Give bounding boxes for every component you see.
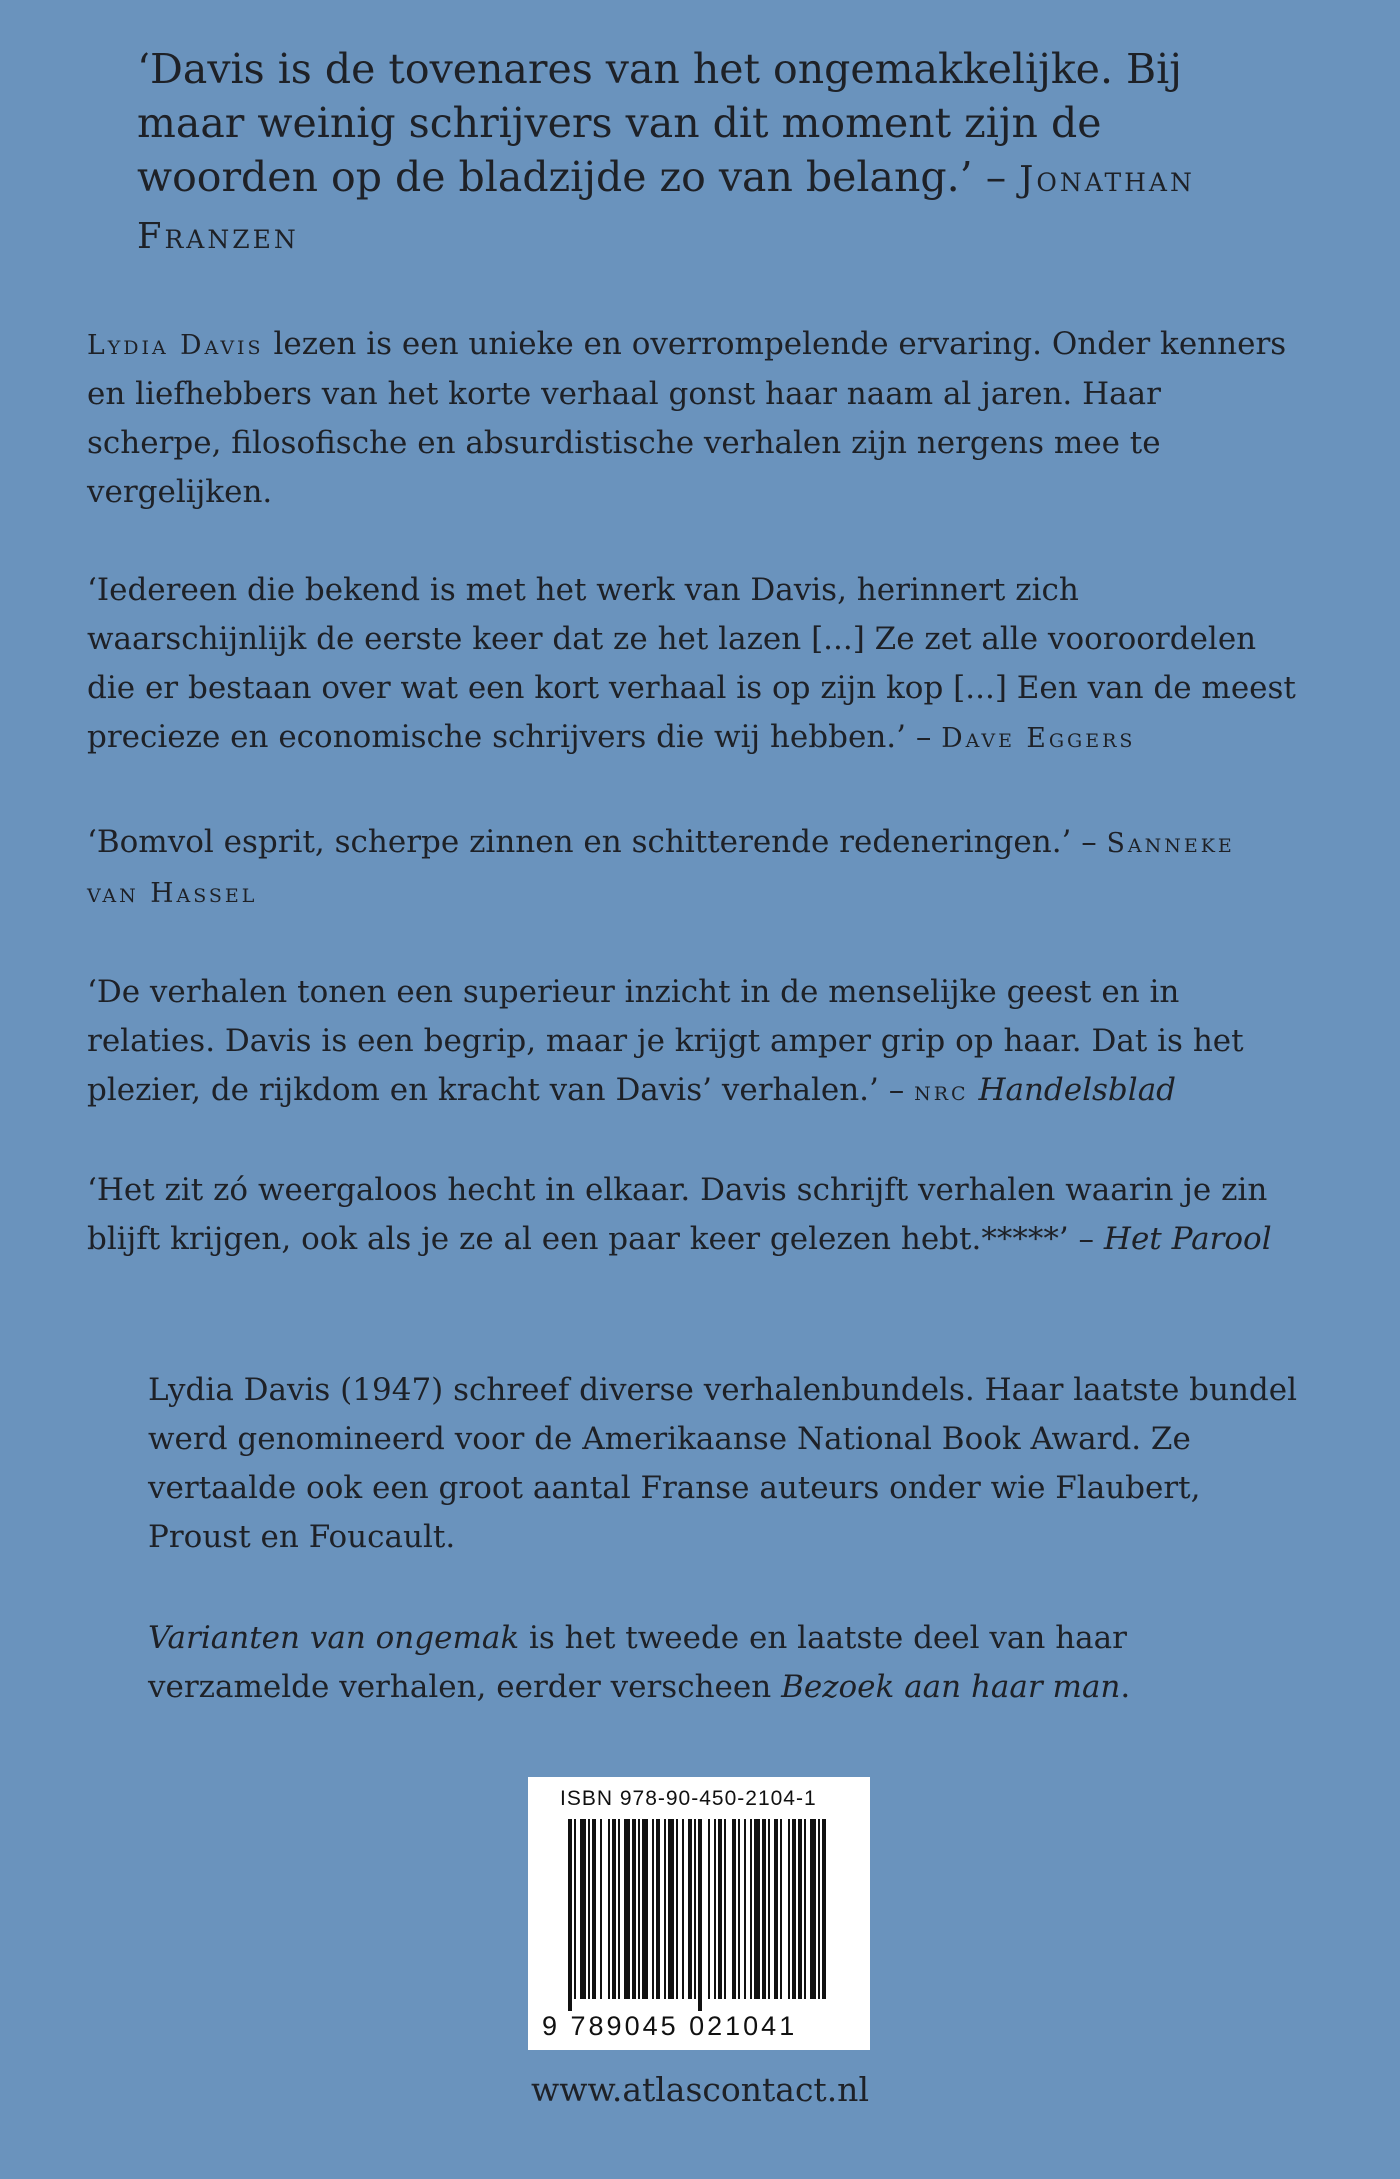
barcode-bar — [652, 1819, 654, 1999]
author-bio-text: Lydia Davis (1947) schreef diverse verhalenbundels. Haar laatste bundel werd genomineerd voor de Amerikaanse National Book Award. Ze vertaalde ook een groot aantal Franse auteurs onder wie Flaubert, Proust en Foucault. — [148, 1372, 1298, 1555]
barcode-bar — [792, 1819, 796, 1999]
nrc-quote — [87, 968, 1297, 1116]
barcode-bar — [768, 1819, 770, 1999]
barcode-bar — [694, 1819, 696, 1999]
barcode-bar — [608, 1819, 610, 1999]
parool-quote — [87, 1166, 1297, 1264]
hassel-quote — [87, 818, 1297, 918]
barcode-bar — [568, 1819, 572, 2011]
nrc-source-prefix: nrc — [914, 1076, 969, 1107]
hassel-quote-text: ‘Bomvol esprit, scherpe zinnen en schitterende redeneringen.’ – — [87, 824, 1097, 860]
barcode-bar — [638, 1819, 640, 1999]
barcode-bar — [788, 1819, 790, 1999]
barcode-bar — [588, 1819, 590, 1999]
intro-text: lezen is een unieke en overrompelende ervaring. Onder kenners en liefhebbers van het korte verhaal gonst haar naam al jaren. Haar scherpe, filosofische en absurdistische verhalen zijn nergens mee te vergelijken. — [87, 326, 1287, 510]
barcode-bar — [724, 1819, 726, 1999]
barcode-bar — [718, 1819, 722, 1999]
eggers-quote-text: ‘Iedereen die bekend is met het werk van Davis, herinnert zich waarschijnlijk de eerste keer dat ze het lazen [...] Ze zet alle vooroordelen die er bestaan over wat een kort verhaal is op zijn kop [...] Een van de meest precieze en economische schrijvers die wij hebben.’ – — [87, 572, 1296, 755]
barcode-bar — [676, 1819, 678, 1999]
publisher-website[interactable]: www.atlascontact.nl — [531, 2070, 869, 2109]
barcode-bar — [818, 1819, 820, 1999]
barcode-bar — [580, 1819, 586, 1999]
barcode-bar — [804, 1819, 806, 1999]
barcode-bar — [574, 1819, 576, 1999]
barcode-bar — [664, 1819, 666, 1999]
barcode-bar — [612, 1819, 616, 1999]
author-bio — [148, 1366, 1298, 1562]
barcode-bar — [698, 1819, 702, 2011]
barcode-bar — [592, 1819, 596, 1999]
isbn-label: ISBN 978-90-450-2104-1 — [560, 1787, 817, 1810]
barcode-bar — [774, 1819, 778, 1999]
intro-author-name: Lydia Davis — [87, 330, 264, 361]
parool-quote-text: ‘Het zit zó weergaloos hecht in elkaar. Davis schrijft verhalen waarin je zin blijft krijgen, ook als je ze al een paar keer gelezen hebt.*****’ – — [87, 1172, 1268, 1257]
barcode-bar — [822, 1819, 826, 1999]
barcode-bar — [682, 1819, 684, 1999]
series-note — [148, 1614, 1298, 1712]
barcode-bar — [656, 1819, 660, 1999]
franzen-quote-author: Jonathan Franzen — [137, 159, 1195, 257]
isbn-barcode — [528, 1777, 870, 2050]
parool-source: Het Parool — [1103, 1221, 1272, 1257]
barcode-digits: 9 789045 021041 — [542, 2011, 798, 2041]
barcode-bar — [688, 1819, 692, 1999]
nrc-quote-text: ‘De verhalen tonen een superieur inzicht in de menselijke geest en in relaties. Davis is een begrip, maar je krijgt amper grip op haar. Dat is het plezier, de rijkdom en kracht van Davis’ verhalen.’ – — [87, 974, 1244, 1108]
eggers-quote-author: Dave Eggers — [941, 723, 1136, 754]
series-note-text: is het tweede en laatste deel van haar verzamelde verhalen, eerder verscheen — [148, 1620, 1127, 1705]
barcode-bar — [780, 1819, 782, 1999]
barcode-bar — [668, 1819, 674, 1999]
barcode-bar — [754, 1819, 760, 1999]
barcode-bars — [568, 1819, 833, 2011]
barcode-bar — [810, 1819, 816, 1999]
intro-paragraph — [87, 320, 1297, 517]
eggers-quote — [87, 566, 1297, 763]
barcode-bar — [714, 1819, 716, 1999]
barcode-bar — [708, 1819, 710, 1999]
nrc-source-title: Handelsblad — [978, 1072, 1177, 1108]
series-note-end: . — [1120, 1669, 1131, 1705]
franzen-quote-text: ‘Davis is de tovenares van het ongemakkelijke. Bij maar weinig schrijvers van dit moment zijn de woorden op de bladzijde zo van belang.’ – — [137, 45, 1182, 201]
hassel-quote-author: Sanneke van Hassel — [87, 828, 1235, 909]
barcode-bar — [600, 1819, 602, 1999]
barcode-bar — [738, 1819, 740, 1999]
barcode-bar — [624, 1819, 630, 1999]
barcode-bar — [762, 1819, 766, 1999]
barcode-bar — [732, 1819, 736, 1999]
barcode-bar — [642, 1819, 648, 1999]
barcode-bar — [744, 1819, 746, 1999]
previous-book-title: Bezoek aan haar man — [781, 1669, 1121, 1705]
barcode-bar — [798, 1819, 802, 1999]
franzen-quote — [137, 42, 1287, 264]
barcode-bar — [632, 1819, 636, 1999]
barcode-bar — [750, 1819, 752, 1999]
series-title: Varianten van ongemak — [148, 1620, 520, 1656]
barcode-bar — [618, 1819, 620, 1999]
